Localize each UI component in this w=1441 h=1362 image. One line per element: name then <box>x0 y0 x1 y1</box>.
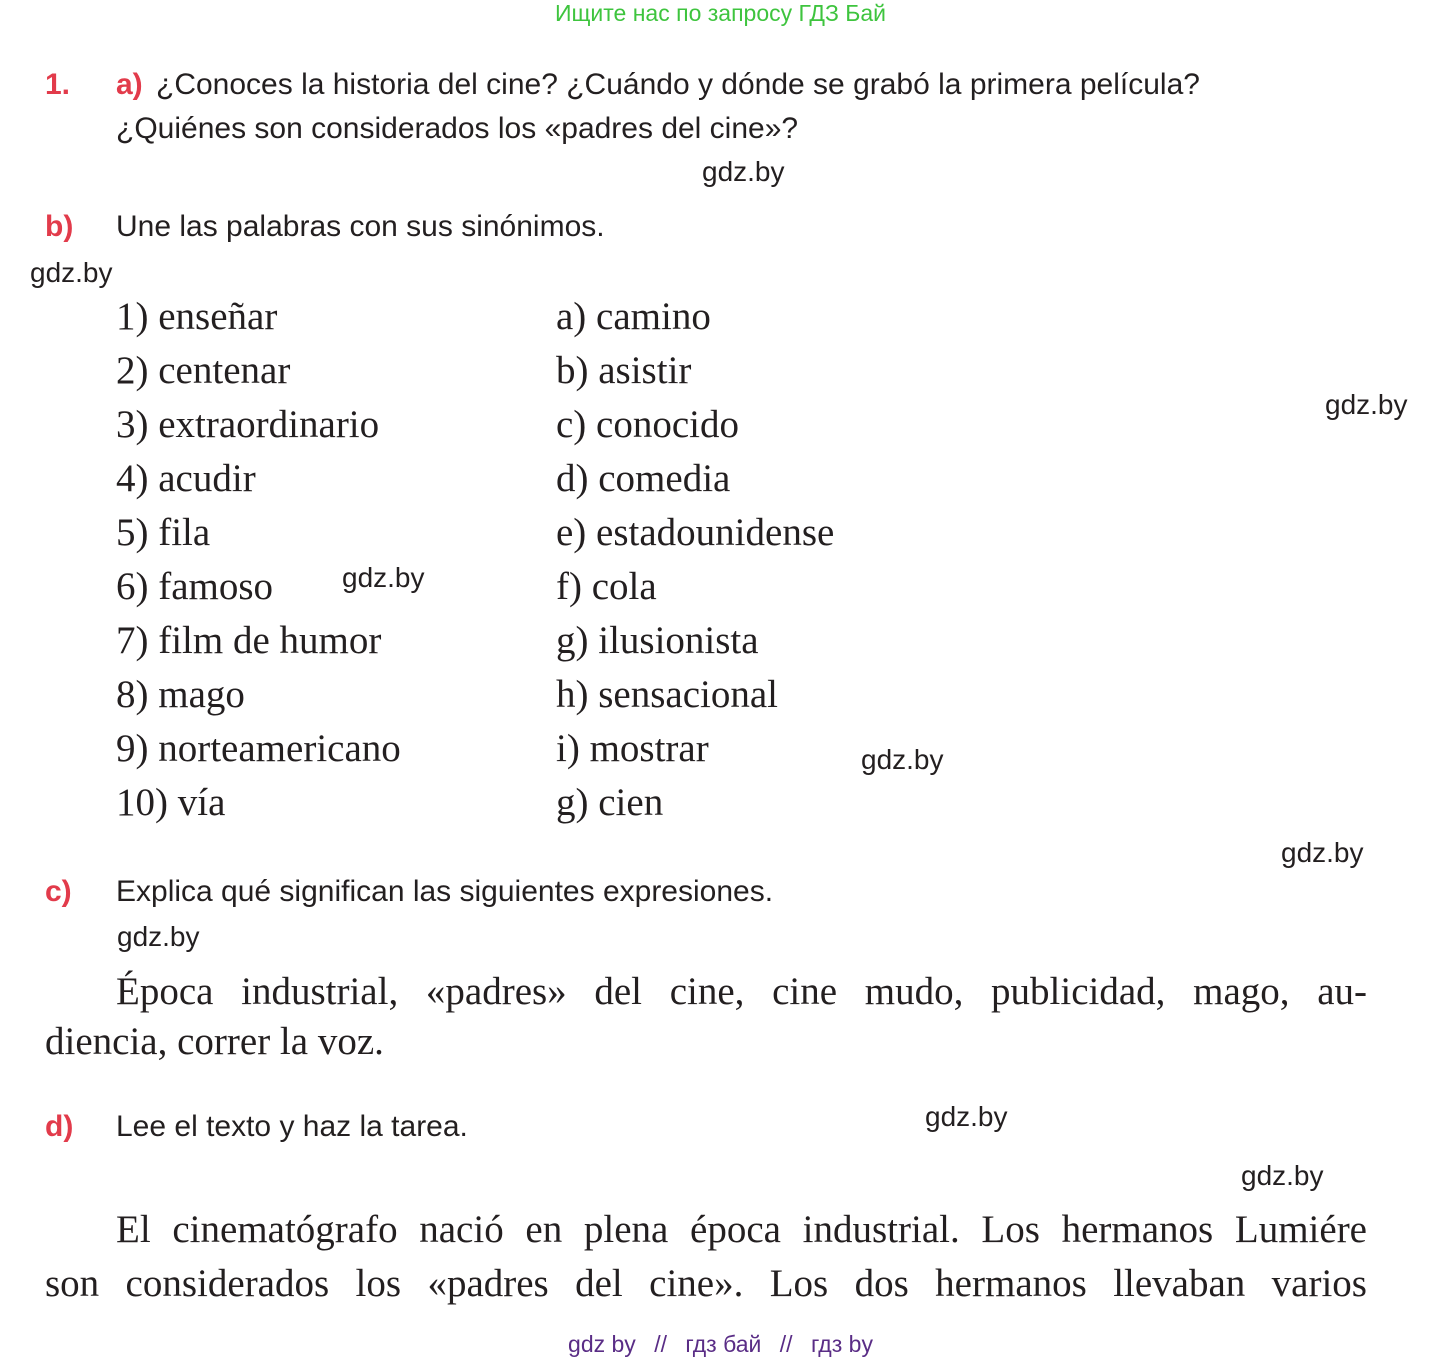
watermark: gdz.by <box>342 562 425 593</box>
watermark: gdz.by <box>1241 1160 1324 1191</box>
part-c-text-line1: Época industrial, «padres» del cine, cine mudo, publicidad, mago, au- <box>116 970 1367 1013</box>
footer-links <box>0 1331 1441 1358</box>
right-word: g) cien <box>556 781 664 824</box>
right-word: d) comedia <box>556 457 731 500</box>
exercise-number: 1. <box>45 68 71 101</box>
header-banner[interactable]: Ищите нас по запросу ГДЗ Бай <box>554 0 887 26</box>
footer-link-gdz-by-cyr[interactable]: гдз by <box>810 1331 873 1357</box>
part-a-label: a) <box>116 68 143 101</box>
footer-link-gdz-by[interactable]: gdz by <box>568 1331 636 1357</box>
right-word: a) camino <box>556 295 711 338</box>
part-b-instruction: Une las palabras con sus sinónimos. <box>116 210 605 243</box>
left-word: 10) vía <box>116 781 226 824</box>
part-d-text-line1: El cinematógrafo nació en plena época industrial. Los hermanos Lumiére <box>116 1208 1367 1251</box>
part-d-label: d) <box>45 1110 74 1143</box>
part-a-line1: ¿Conoces la historia del cine? ¿Cuándo y dónde se grabó la primera película? <box>156 68 1200 101</box>
right-word: h) sensacional <box>556 673 779 716</box>
right-word: b) asistir <box>556 349 692 392</box>
watermark: gdz.by <box>117 921 200 952</box>
footer-separator: // <box>654 1331 667 1357</box>
watermark: gdz.by <box>1325 389 1408 420</box>
right-word: i) mostrar <box>556 727 709 770</box>
left-word: 5) fila <box>116 511 211 554</box>
left-word: 2) centenar <box>116 349 291 392</box>
part-c-text-line2: diencia, correr la voz. <box>45 1020 384 1063</box>
right-word: c) conocido <box>556 403 740 446</box>
left-word: 9) norteamericano <box>116 727 401 770</box>
watermark: gdz.by <box>1281 837 1364 868</box>
part-a-line2: ¿Quiénes son considerados los «padres del cine»? <box>116 112 799 145</box>
left-word: 8) mago <box>116 673 245 716</box>
right-word: e) estadounidense <box>556 511 835 554</box>
left-word: 3) extraordinario <box>116 403 380 446</box>
watermark: gdz.by <box>925 1101 1008 1132</box>
right-word: f) cola <box>556 565 657 608</box>
part-d-text-line2: son considerados los «padres del cine». Los dos hermanos llevaban varios <box>45 1262 1367 1305</box>
footer-separator: // <box>779 1331 793 1357</box>
watermark: gdz.by <box>861 744 944 775</box>
left-word: 4) acudir <box>116 457 256 500</box>
part-c-instruction: Explica qué significan las siguientes expresiones. <box>116 875 774 908</box>
left-word: 1) enseñar <box>116 295 278 338</box>
left-word: 7) film de humor <box>116 619 382 662</box>
right-word: g) ilusionista <box>556 619 759 662</box>
watermark: gdz.by <box>702 156 785 187</box>
part-d-instruction: Lee el texto y haz la tarea. <box>116 1110 468 1143</box>
watermark: gdz.by <box>30 257 113 288</box>
footer-link-gdz-bai[interactable]: гдз бай <box>685 1331 762 1357</box>
part-c-label: c) <box>45 875 72 908</box>
part-b-label: b) <box>45 210 74 243</box>
left-word: 6) famoso <box>116 565 274 608</box>
